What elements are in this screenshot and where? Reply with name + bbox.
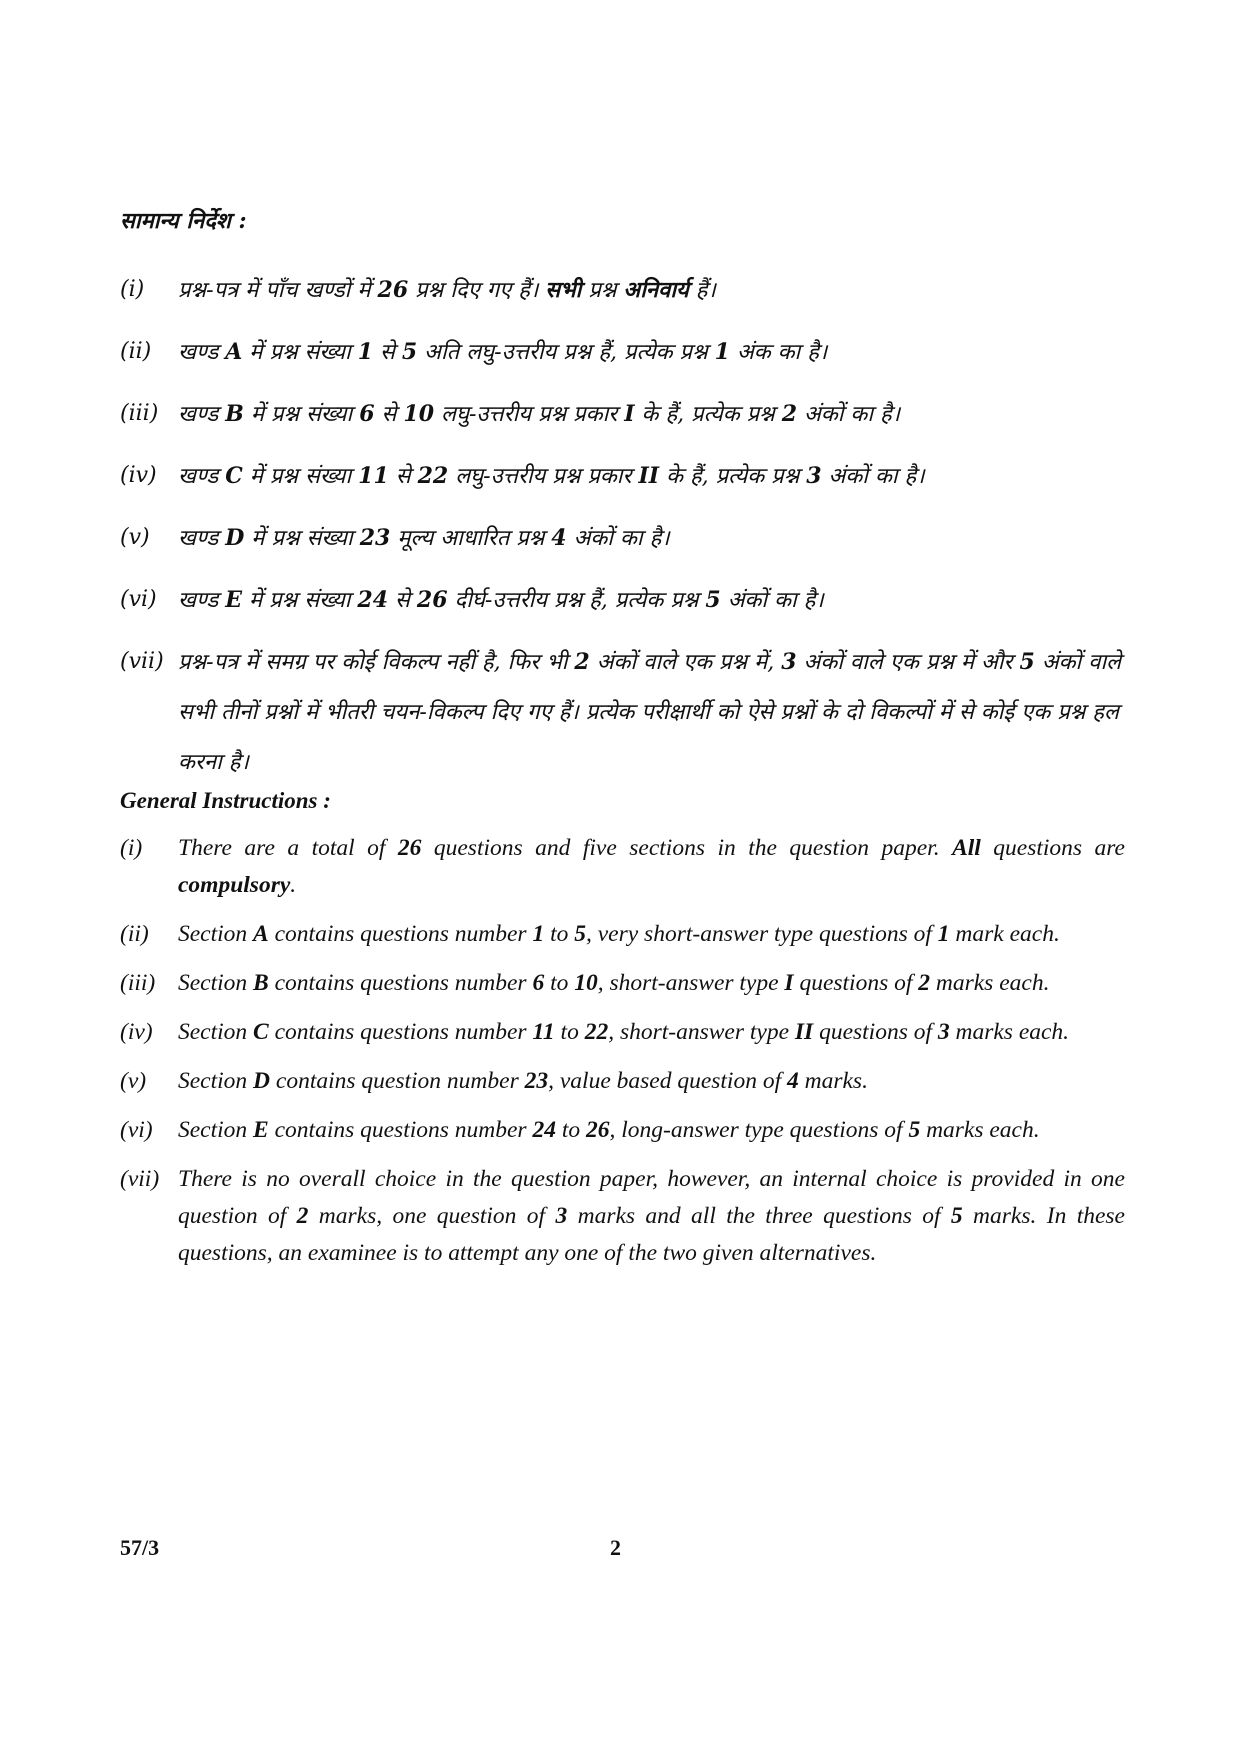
english-instruction-item [120, 1112, 1125, 1149]
emphasis-text: I [784, 970, 794, 996]
emphasis-text: II [638, 463, 660, 489]
emphasis-text: 23 [524, 1068, 549, 1094]
text-run: mark each. [949, 921, 1060, 947]
instruction-text [178, 464, 925, 489]
emphasis-text: 3 [555, 1203, 568, 1229]
paper-code: 57/3 [120, 1535, 160, 1560]
emphasis-text: 4 [551, 525, 567, 551]
english-instruction-item [120, 1161, 1125, 1272]
hindi-instructions-heading: सामान्य निर्देश : [120, 208, 247, 234]
text-run: दीर्घ-उत्तरीय प्रश्न हैं, प्रत्येक प्रश्न [447, 588, 706, 613]
text-run: contains questions number [268, 1019, 533, 1045]
text-run: खण्ड [178, 464, 226, 489]
instruction-number: (vii) [120, 649, 164, 674]
emphasis-text: 6 [359, 401, 375, 427]
instruction-number: (iv) [120, 1019, 153, 1045]
text-run: में प्रश्न संख्या [244, 526, 360, 551]
text-run: खण्ड [178, 588, 226, 613]
instruction-text [178, 1019, 1069, 1045]
emphasis-text: C [225, 463, 243, 489]
hindi-instruction-item [120, 575, 1125, 626]
text-run: अंक का है। [729, 340, 828, 365]
emphasis-text: 22 [417, 463, 449, 489]
emphasis-text: 5 [705, 587, 721, 613]
text-run: अंकों वाले एक प्रश्न में और [796, 650, 1020, 675]
text-run: marks and all the three questions of [567, 1203, 951, 1229]
text-run: questions of [793, 970, 919, 996]
text-run: खण्ड [178, 526, 226, 551]
instruction-number: (vi) [120, 1117, 153, 1143]
hindi-instruction-item [120, 513, 1125, 564]
emphasis-text: II [794, 1019, 814, 1045]
emphasis-text: A [225, 339, 243, 365]
emphasis-text: 1 [937, 921, 950, 947]
instruction-text [178, 921, 1060, 947]
english-instruction-item [120, 830, 1125, 904]
english-instruction-item [120, 916, 1125, 953]
instruction-text [178, 340, 827, 365]
text-run: to [544, 970, 575, 996]
instruction-number: (vi) [120, 587, 157, 612]
emphasis-text: 11 [358, 463, 389, 489]
text-run: लघु-उत्तरीय प्रश्न प्रकार [448, 464, 639, 489]
text-run: अति लघु-उत्तरीय प्रश्न हैं, प्रत्येक प्रश्न [417, 340, 715, 365]
emphasis-text: B [225, 401, 244, 427]
emphasis-text: 26 [397, 835, 422, 861]
text-run: marks each. [949, 1019, 1070, 1045]
instruction-text [178, 402, 900, 427]
instruction-text [178, 970, 1049, 996]
hindi-instruction-item [120, 389, 1125, 440]
instruction-number: (vii) [120, 1166, 160, 1192]
instruction-number: (v) [120, 525, 150, 550]
emphasis-text: अनिवार्य [623, 277, 689, 303]
instruction-text [178, 588, 824, 613]
text-run: questions and five sections in the question paper. [421, 835, 953, 861]
emphasis-text: 23 [359, 525, 391, 551]
emphasis-text: 5 [908, 1117, 921, 1143]
text-run: Section [178, 1117, 254, 1143]
emphasis-text: 4 [787, 1068, 799, 1094]
text-run: के हैं, प्रत्येक प्रश्न [634, 402, 782, 427]
text-run: से [388, 588, 417, 613]
text-run: questions of [813, 1019, 938, 1045]
emphasis-text: 2 [296, 1203, 309, 1229]
text-run: अंकों का है। [821, 464, 925, 489]
text-run: Section [178, 1019, 254, 1045]
english-instruction-item [120, 965, 1125, 1002]
text-run: अंकों वाले एक प्रश्न में, [589, 650, 782, 675]
emphasis-text: 2 [918, 970, 931, 996]
text-run: मूल्य आधारित प्रश्न [390, 526, 552, 551]
text-run: से [374, 402, 404, 427]
instruction-text [178, 278, 716, 303]
text-run: Section [178, 921, 254, 947]
text-run: marks each. [920, 1117, 1040, 1143]
emphasis-text: 22 [584, 1019, 609, 1045]
text-run: अंकों वाले सभी तीनों प्रश्नों में भीतरी चयन-विकल्प दिए गए हैं। प्रत्येक परीक्षार्थी को ऐसे प्रश्नों के दो विकल्पों में से कोई एक प्रश्न हल करना है। [178, 650, 1122, 775]
instruction-number: (iii) [120, 401, 159, 426]
emphasis-text: 6 [532, 970, 545, 996]
emphasis-text: 24 [532, 1117, 556, 1143]
emphasis-text: E [225, 587, 242, 613]
emphasis-text: 24 [357, 587, 389, 613]
english-instruction-item [120, 1063, 1125, 1100]
emphasis-text: 3 [937, 1019, 950, 1045]
instruction-number: (iv) [120, 463, 157, 488]
hindi-instruction-item [120, 265, 1125, 316]
emphasis-text: 26 [585, 1117, 610, 1143]
text-run: , very short-answer type questions of [585, 921, 938, 947]
text-run: , short-answer type [608, 1019, 795, 1045]
hindi-instruction-item [120, 637, 1125, 788]
text-run: contains questions number [268, 970, 533, 996]
emphasis-text: 3 [781, 649, 797, 675]
instruction-number: (ii) [120, 339, 152, 364]
emphasis-text: 1 [357, 339, 374, 365]
text-run: Section [178, 970, 254, 996]
emphasis-text: 2 [781, 401, 798, 427]
emphasis-text: A [253, 921, 269, 947]
text-run: marks each. [930, 970, 1050, 996]
text-run: अंकों का है। [720, 588, 824, 613]
emphasis-text: 5 [401, 339, 418, 365]
text-run: , value based question of [548, 1068, 787, 1094]
emphasis-text: सभी [545, 277, 582, 303]
instruction-text [178, 1117, 1040, 1143]
english-instruction-item [120, 1014, 1125, 1051]
emphasis-text: C [253, 1019, 269, 1045]
text-run: to [544, 921, 575, 947]
instruction-number: (i) [120, 277, 145, 302]
text-run: अंकों का है। [797, 402, 901, 427]
text-run: में प्रश्न संख्या [243, 402, 360, 427]
emphasis-text: 26 [377, 277, 409, 303]
emphasis-text: I [624, 401, 635, 427]
emphasis-text: 5 [950, 1203, 963, 1229]
instruction-text [178, 835, 1125, 898]
text-run: to [555, 1117, 586, 1143]
emphasis-text: 26 [416, 587, 448, 613]
emphasis-text: D [225, 525, 245, 551]
text-run: खण्ड [178, 340, 226, 365]
emphasis-text: 1 [532, 921, 545, 947]
emphasis-text: 2 [574, 649, 590, 675]
text-run: . [290, 872, 297, 898]
text-run: खण्ड [178, 402, 226, 427]
text-run: में प्रश्न संख्या [242, 464, 359, 489]
emphasis-text: 11 [532, 1019, 555, 1045]
emphasis-text: 5 [574, 921, 586, 947]
text-run: , short-answer type [597, 970, 785, 996]
emphasis-text: 1 [714, 339, 730, 365]
text-run: questions are [980, 835, 1125, 861]
emphasis-text: compulsory [178, 872, 291, 898]
text-run: प्रश्न-पत्र में पाँच खण्डों में [178, 278, 378, 303]
text-run: के हैं, प्रत्येक प्रश्न [659, 464, 807, 489]
text-run: से [388, 464, 418, 489]
text-run: हैं। [688, 278, 716, 303]
instruction-text [178, 650, 1121, 775]
emphasis-text: 3 [806, 463, 822, 489]
text-run: प्रश्न दिए गए हैं। [408, 278, 546, 303]
hindi-instructions-list [120, 265, 1125, 788]
text-run: लघु-उत्तरीय प्रश्न प्रकार [434, 402, 625, 427]
text-run: Section [178, 1068, 254, 1094]
text-run: प्रश्न [581, 278, 624, 303]
english-instructions-heading: General Instructions : [120, 788, 331, 813]
emphasis-text: B [253, 970, 269, 996]
page-number: 2 [610, 1535, 621, 1560]
emphasis-text: 10 [403, 401, 435, 427]
instruction-number: (i) [120, 835, 143, 861]
english-instructions-list [120, 830, 1125, 1272]
instruction-number: (ii) [120, 921, 149, 947]
text-run: में प्रश्न संख्या [242, 588, 358, 613]
text-run: contains questions number [268, 921, 533, 947]
text-run: There are a total of [178, 835, 398, 861]
text-run: contains questions number [268, 1117, 533, 1143]
instruction-text [178, 1068, 868, 1094]
text-run: , long-answer type questions of [609, 1117, 909, 1143]
text-run: contains question number [270, 1068, 525, 1094]
emphasis-text: All [952, 835, 981, 861]
text-run: अंकों का है। [566, 526, 670, 551]
instruction-text [178, 1166, 1125, 1266]
instruction-text [178, 526, 670, 551]
emphasis-text: E [253, 1117, 269, 1143]
text-run: There is no overall choice in the question paper, however, an internal choice is provided in one question of [178, 1166, 1125, 1229]
hindi-instruction-item [120, 451, 1125, 502]
instruction-number: (v) [120, 1068, 147, 1094]
emphasis-text: D [253, 1068, 271, 1094]
text-run: marks. In these questions, an examinee is to attempt any one of the two given alternatives. [178, 1203, 1125, 1266]
text-run: से [373, 340, 402, 365]
emphasis-text: 5 [1019, 649, 1035, 675]
text-run: marks, one question of [308, 1203, 556, 1229]
text-run: में प्रश्न संख्या [242, 340, 358, 365]
text-run: प्रश्न-पत्र में समग्र पर कोई विकल्प नहीं है, फिर भी [178, 650, 575, 675]
hindi-instruction-item [120, 327, 1125, 378]
emphasis-text: 10 [574, 970, 598, 996]
text-run: to [554, 1019, 585, 1045]
instruction-number: (iii) [120, 970, 156, 996]
text-run: marks. [798, 1068, 868, 1094]
